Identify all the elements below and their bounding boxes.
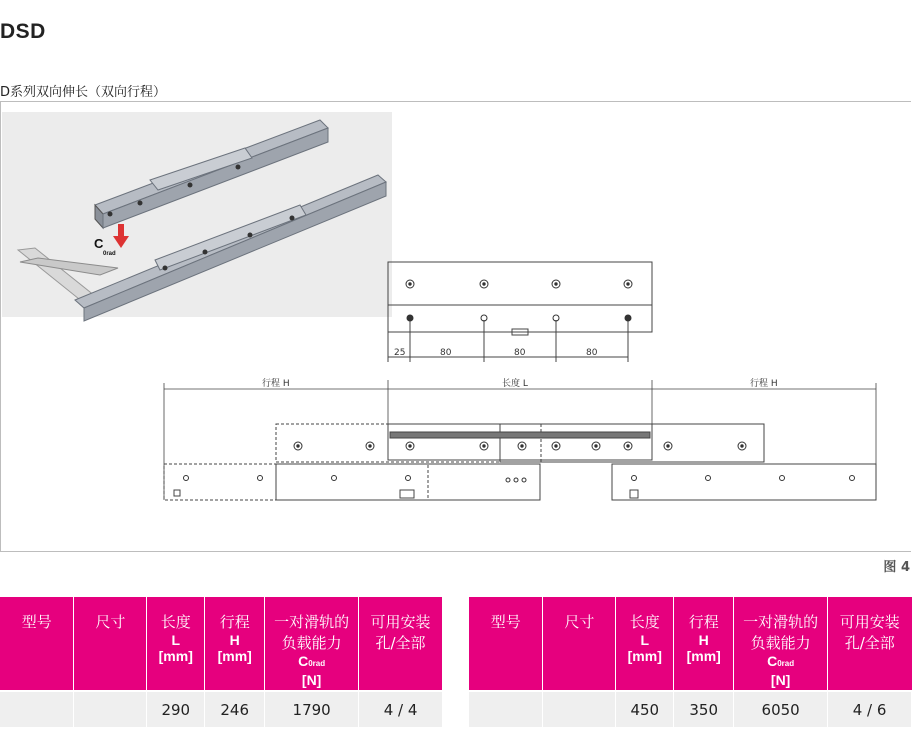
rail-top-view	[388, 262, 652, 362]
cell-length: 450	[616, 691, 674, 727]
table-row	[469, 691, 912, 727]
cell-length: 290	[147, 691, 205, 727]
col-size: 尺寸	[543, 597, 616, 691]
cell-stroke: 246	[205, 691, 265, 727]
col-stroke: 行程 H [mm]	[205, 597, 265, 691]
cell-load: 1790	[265, 691, 359, 727]
col-load: 一对滑轨的 负载能力 C0rad [N]	[265, 597, 359, 691]
load-label: C	[94, 236, 104, 251]
table-header-row	[469, 597, 912, 691]
rail-side-view	[164, 424, 876, 500]
col-model: 型号	[469, 597, 543, 691]
col-model: 型号	[0, 597, 74, 691]
mounting-holes-top	[406, 280, 632, 321]
cell-size	[74, 691, 147, 727]
cell-stroke: 350	[674, 691, 734, 727]
load-label-sub: 0rad	[103, 251, 116, 257]
rail-illustration	[18, 120, 386, 321]
table-row	[0, 691, 443, 727]
length-label: 长度 L	[502, 379, 528, 389]
col-length: 长度 L [mm]	[147, 597, 205, 691]
col-holes: 可用安装 孔/全部	[828, 597, 912, 691]
col-holes: 可用安装 孔/全部	[359, 597, 443, 691]
col-stroke: 行程 H [mm]	[674, 597, 734, 691]
col-size: 尺寸	[74, 597, 147, 691]
cell-size	[543, 691, 616, 727]
figure-caption-label: 图 4	[883, 560, 910, 575]
dim-80-b: 80	[514, 348, 526, 358]
col-length: 长度 L [mm]	[616, 597, 674, 691]
cell-load: 6050	[734, 691, 828, 727]
stroke-left-label: 行程 H	[262, 379, 290, 389]
spec-table-right	[469, 597, 912, 727]
table-header-row	[0, 597, 443, 691]
cell-holes: 4 / 4	[359, 691, 443, 727]
dim-80-a: 80	[440, 348, 452, 358]
col-load: 一对滑轨的 负载能力 C0rad [N]	[734, 597, 828, 691]
stroke-right-label: 行程 H	[750, 379, 778, 389]
cell-holes: 4 / 6	[828, 691, 912, 727]
spec-table-left	[0, 597, 443, 727]
dim-80-c: 80	[586, 348, 598, 358]
cell-model	[0, 691, 74, 727]
dimension-lines	[164, 380, 876, 500]
page-title: DSD	[0, 20, 46, 43]
section-subtitle: D系列双向伸长（双向行程）	[0, 85, 167, 100]
cell-model	[469, 691, 543, 727]
dim-25: 25	[394, 348, 406, 358]
